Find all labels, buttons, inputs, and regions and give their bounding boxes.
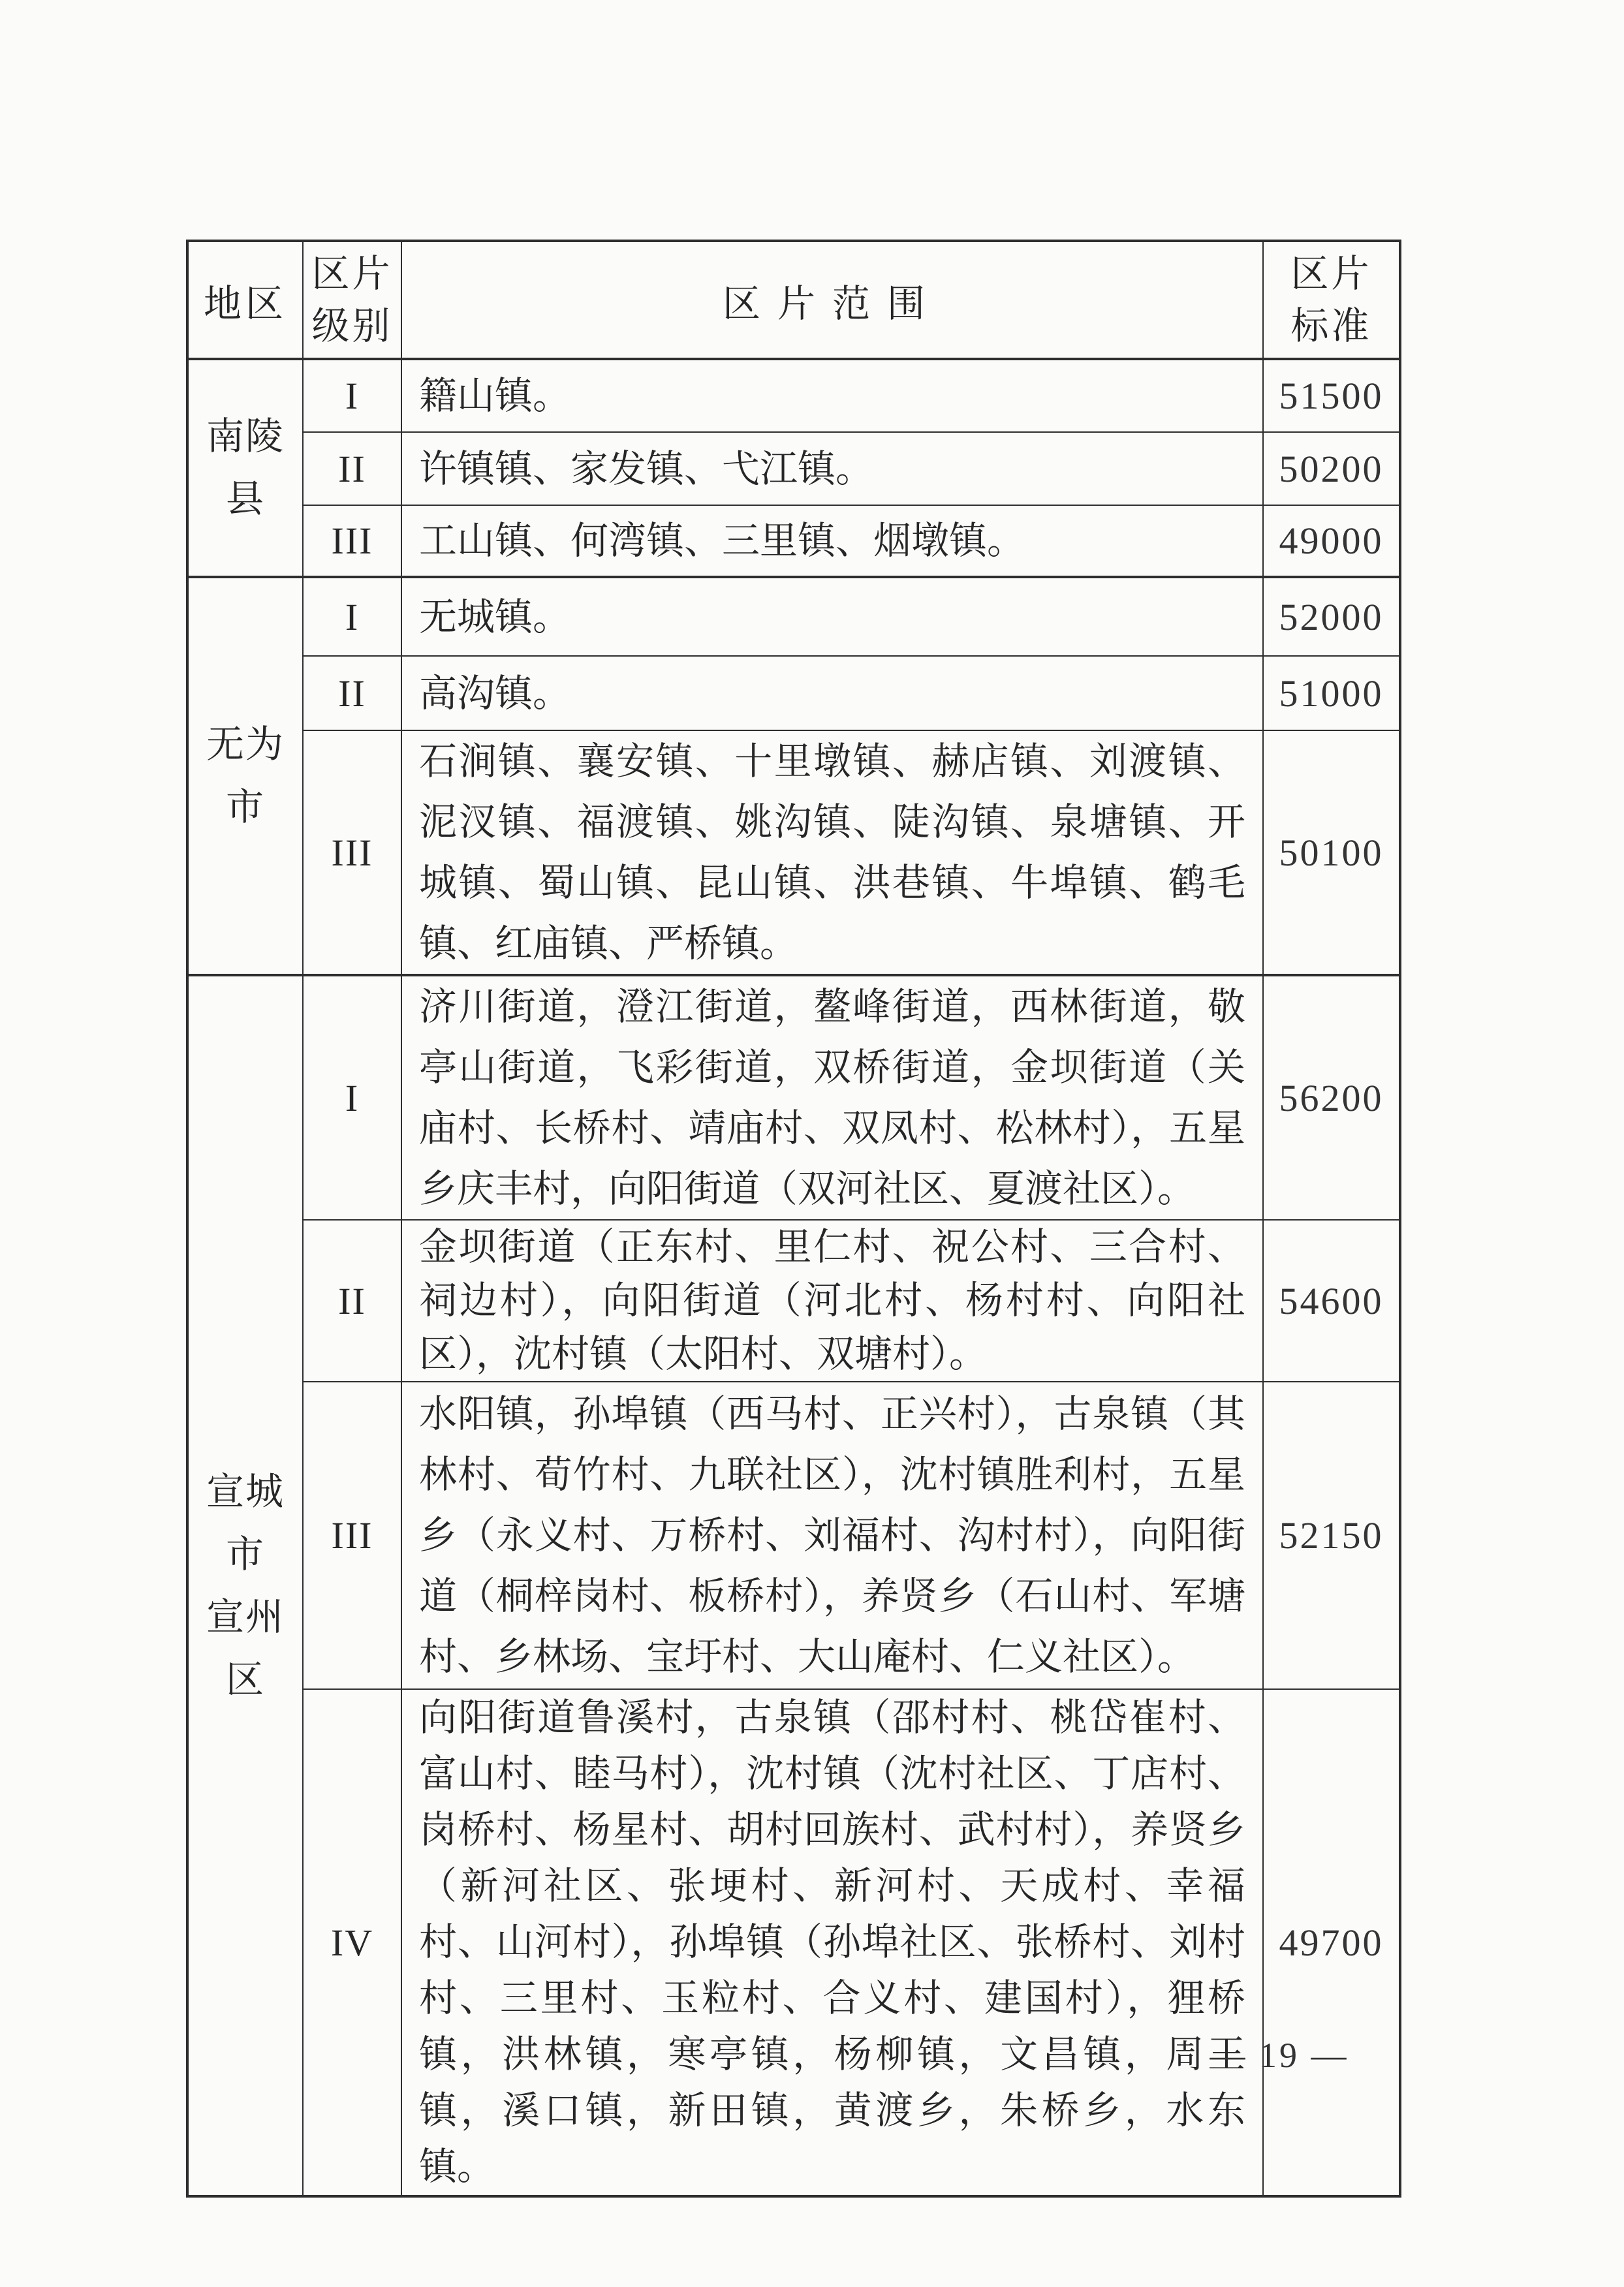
header-standard-line2: 标准 — [1290, 304, 1372, 347]
scope-cell: 许镇镇、家发镇、弋江镇。 — [401, 432, 1263, 505]
header-standard-line1: 区片 — [1290, 252, 1372, 295]
region-cell — [187, 577, 303, 975]
table-row — [187, 1689, 1400, 2196]
standard-cell: 54600 — [1263, 1220, 1400, 1382]
standard-cell: 51500 — [1263, 359, 1400, 432]
page-number: — 19 — — [1210, 2036, 1349, 2075]
region-label: 南陵县 — [206, 415, 285, 520]
standard-cell: 56200 — [1263, 975, 1400, 1220]
table-row — [187, 432, 1400, 505]
level-cell: I — [303, 975, 401, 1220]
level-cell: IV — [303, 1689, 401, 2196]
level-cell: II — [303, 656, 401, 730]
header-level-line1: 区片 — [311, 252, 393, 295]
standard-cell: 49700 — [1263, 1689, 1400, 2196]
standard-cell: 51000 — [1263, 656, 1400, 730]
region-label-line1: 宣城市 — [206, 1470, 285, 1576]
header-scope: 区片范围 — [401, 241, 1263, 359]
level-cell: II — [303, 1220, 401, 1382]
region-cell — [187, 359, 303, 577]
header-standard — [1263, 241, 1400, 359]
table-row — [187, 730, 1400, 975]
table-row — [187, 359, 1400, 432]
region-cell — [187, 975, 303, 2196]
table-row — [187, 975, 1400, 1220]
level-cell: III — [303, 730, 401, 975]
table-row — [187, 656, 1400, 730]
level-cell: III — [303, 505, 401, 577]
zone-standard-table — [186, 240, 1401, 2198]
standard-cell: 50100 — [1263, 730, 1400, 975]
level-cell: II — [303, 432, 401, 505]
level-cell: I — [303, 577, 401, 656]
level-cell: III — [303, 1382, 401, 1689]
table-row — [187, 1382, 1400, 1689]
standard-cell: 50200 — [1263, 432, 1400, 505]
header-region: 地区 — [187, 241, 303, 359]
scope-cell: 向阳街道鲁溪村，古泉镇（邵村村、桃岱崔村、富山村、睦马村），沈村镇（沈村社区、丁店村、岗桥村、杨星村、胡村回族村、武村村），养贤乡（新河社区、张埂村、新河村、天成村、幸福村、山河村），孙埠镇（孙埠社区、张桥村、刘村村、三里村、玉粒村、合义村、建国村），狸桥镇，洪林镇，寒亭镇，杨柳镇，文昌镇，周王镇，溪口镇，新田镇，黄渡乡，朱桥乡，水东镇。 — [401, 1689, 1263, 2196]
scope-cell: 籍山镇。 — [401, 359, 1263, 432]
scope-cell: 高沟镇。 — [401, 656, 1263, 730]
level-cell: I — [303, 359, 401, 432]
scope-cell: 工山镇、何湾镇、三里镇、烟墩镇。 — [401, 505, 1263, 577]
standard-cell: 52000 — [1263, 577, 1400, 656]
region-label: 无为市 — [206, 723, 285, 828]
scope-cell: 金坝街道（正东村、里仁村、祝公村、三合村、祠边村），向阳街道（河北村、杨村村、向阳社区），沈村镇（太阳村、双塘村）。 — [401, 1220, 1263, 1382]
scope-cell: 济川街道，澄江街道，鳌峰街道，西林街道，敬亭山街道，飞彩街道，双桥街道，金坝街道（关庙村、长桥村、靖庙村、双凤村、松林村），五星乡庆丰村，向阳街道（双河社区、夏渡社区）。 — [401, 975, 1263, 1220]
table-row — [187, 1220, 1400, 1382]
table-row — [187, 577, 1400, 656]
scope-cell: 水阳镇，孙埠镇（西马村、正兴村），古泉镇（其林村、荀竹村、九联社区），沈村镇胜利村，五星乡（永义村、万桥村、刘福村、沟村村），向阳街道（桐梓岗村、板桥村），养贤乡（石山村、军塘村、乡林场、宝圩村、大山庵村、仁义社区）。 — [401, 1382, 1263, 1689]
table-header-row — [187, 241, 1400, 359]
scope-cell: 无城镇。 — [401, 577, 1263, 656]
region-label-line2: 宣州区 — [206, 1595, 285, 1701]
standard-cell: 52150 — [1263, 1382, 1400, 1689]
standard-cell: 49000 — [1263, 505, 1400, 577]
header-level — [303, 241, 401, 359]
header-level-line2: 级别 — [311, 304, 393, 347]
table-row — [187, 505, 1400, 577]
scope-cell: 石涧镇、襄安镇、十里墩镇、赫店镇、刘渡镇、泥汊镇、福渡镇、姚沟镇、陡沟镇、泉塘镇、开城镇、蜀山镇、昆山镇、洪巷镇、牛埠镇、鹤毛镇、红庙镇、严桥镇。 — [401, 730, 1263, 975]
